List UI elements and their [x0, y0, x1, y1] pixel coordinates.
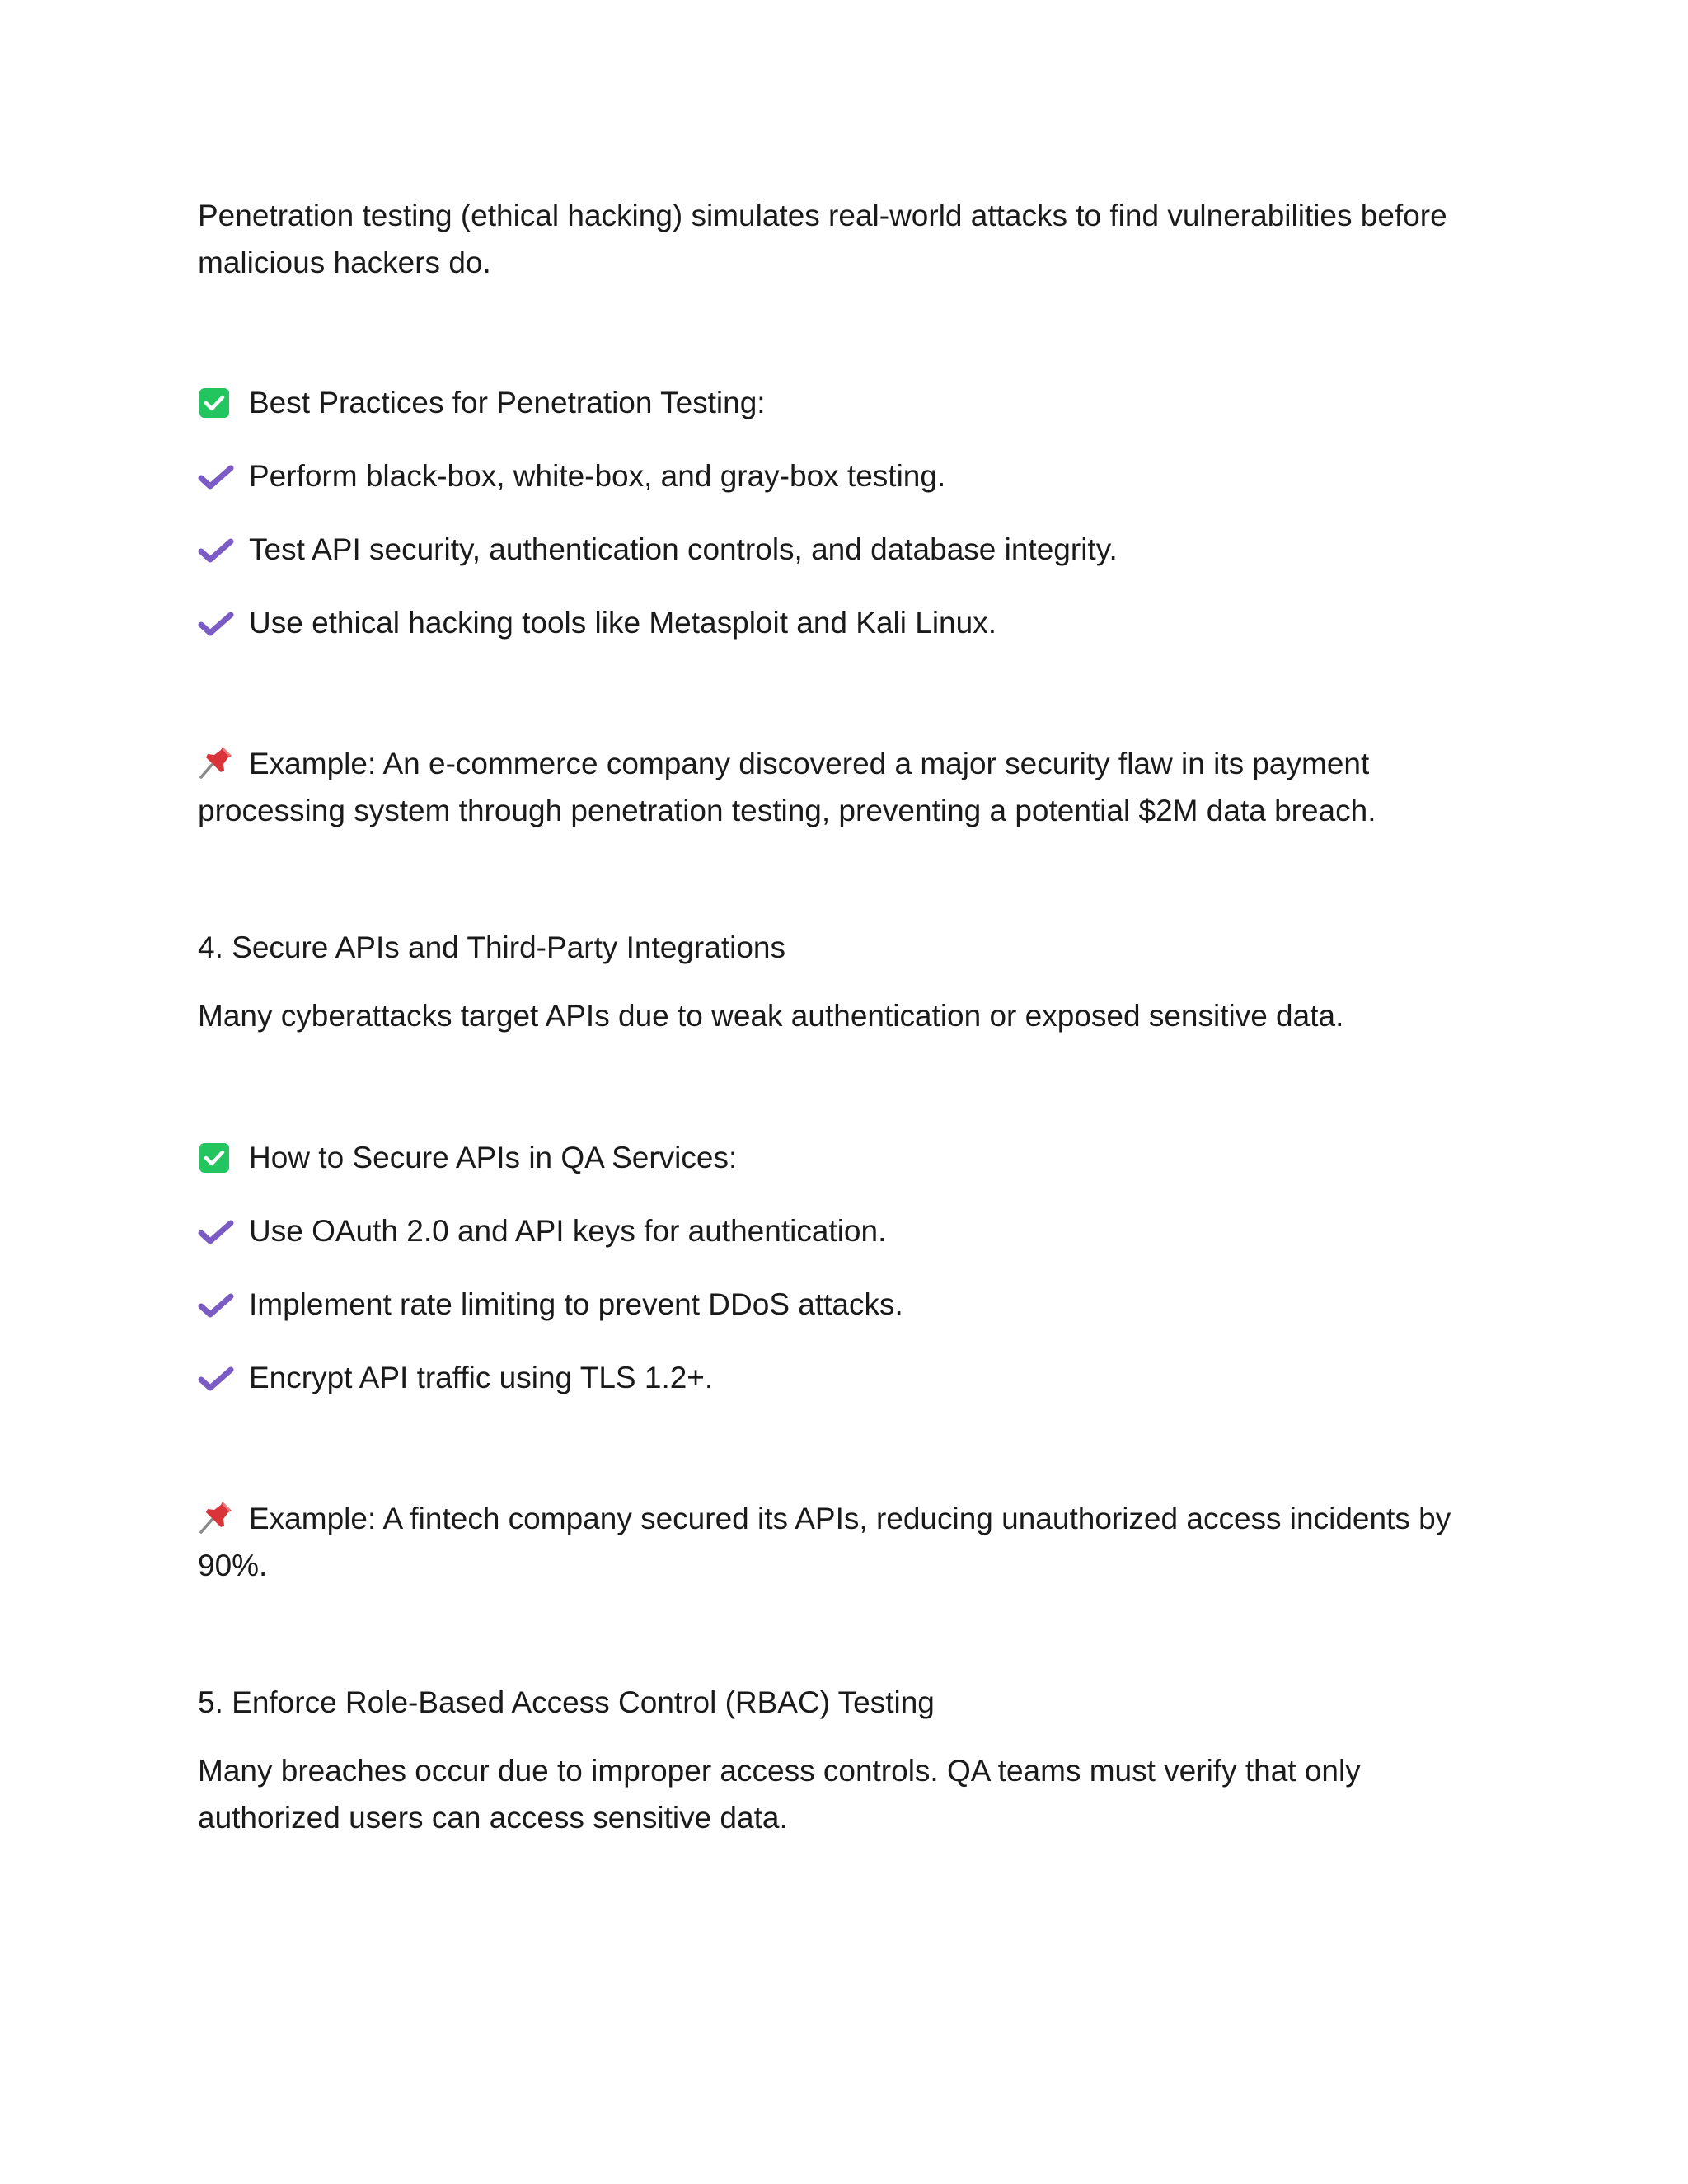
purple-check-mark-icon — [198, 1215, 234, 1248]
list-item-text: Use ethical hacking tools like Metasploit and Kali Linux. — [249, 606, 996, 640]
list-item-text: Implement rate limiting to prevent DDoS attacks. — [249, 1287, 903, 1321]
purple-check-mark-icon — [198, 607, 234, 640]
green-check-box-icon — [198, 387, 234, 419]
list-item-text: Use OAuth 2.0 and API keys for authentication. — [249, 1214, 887, 1248]
pentest-example — [198, 740, 1500, 834]
pushpin-icon — [198, 744, 234, 780]
section-4-body: Many cyberattacks target APIs due to weak authentication or exposed sensitive data. — [198, 999, 1344, 1033]
list-item-text: Perform black-box, white-box, and gray-box testing. — [249, 459, 946, 493]
intro-paragraph: Penetration testing (ethical hacking) simulates real-world attacks to find vulnerabilities before malicious hackers do. — [198, 199, 1447, 279]
list-item — [198, 452, 1500, 499]
list-item — [198, 1281, 1500, 1328]
list-item — [198, 599, 1500, 646]
green-check-box-icon — [198, 1141, 234, 1174]
list-item — [198, 1354, 1500, 1401]
purple-check-mark-icon — [198, 460, 234, 493]
pentest-example-text: Example: An e-commerce company discovered a major security flaw in its payment processing system through penetration testing, preventing a potential $2M data breach. — [198, 747, 1376, 827]
section-4-title: 4. Secure APIs and Third-Party Integrations — [198, 930, 785, 964]
list-item — [198, 526, 1500, 573]
api-example-text: Example: A fintech company secured its APIs, reducing unauthorized access incidents by 90%. — [198, 1502, 1451, 1582]
api-heading — [198, 1134, 1500, 1181]
purple-check-mark-icon — [198, 533, 234, 566]
section-5-body: Many breaches occur due to improper access controls. QA teams must verify that only authorized users can access sensitive data. — [198, 1754, 1361, 1835]
list-item — [198, 1207, 1500, 1254]
list-item-text: Encrypt API traffic using TLS 1.2+. — [249, 1361, 714, 1394]
pentest-heading — [198, 379, 1500, 426]
purple-check-mark-icon — [198, 1361, 234, 1394]
section-5-title: 5. Enforce Role-Based Access Control (RBAC) Testing — [198, 1685, 935, 1719]
pushpin-icon — [198, 1499, 234, 1535]
list-item-text: Test API security, authentication controls, and database integrity. — [249, 532, 1118, 566]
api-heading-text: How to Secure APIs in QA Services: — [249, 1141, 738, 1174]
pentest-heading-text: Best Practices for Penetration Testing: — [249, 386, 766, 419]
purple-check-mark-icon — [198, 1288, 234, 1321]
api-example — [198, 1495, 1500, 1589]
